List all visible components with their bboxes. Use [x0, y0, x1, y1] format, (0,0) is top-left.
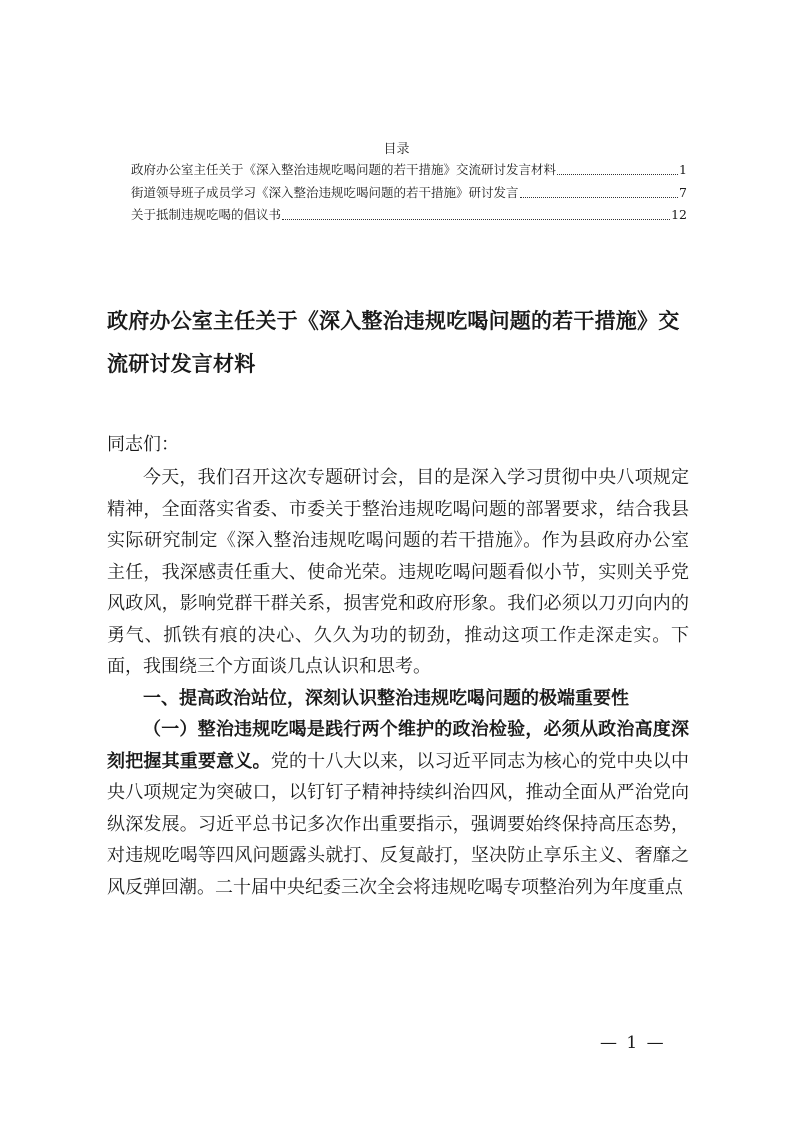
toc-entry-title: 关于抵制违规吃喝的倡议书	[131, 207, 282, 222]
toc-entry-title: 街道领导班子成员学习《深入整治违规吃喝问题的若干措施》研讨发言	[131, 185, 519, 200]
toc-title: 目录	[383, 142, 410, 157]
section-heading: 一、提高政治站位，深刻认识整治违规吃喝问题的极端重要性	[143, 687, 629, 709]
document-body	[107, 462, 689, 903]
toc-leader-dots	[557, 173, 678, 175]
toc-entry-page: 12	[671, 207, 687, 222]
point-lead: （一）整治违规吃喝是践行两个维护的政治检验，必须从政治高度深刻把握其重要意义。	[107, 719, 689, 772]
toc-entry-page: 7	[679, 185, 687, 200]
point-body: 党的十八大以来，以习近平同志为核心的党中央以中央八项规定为突破口，以钉钉子精神持续纠治四风，推动全面从严治党向纵深发展。习近平总书记多次作出重要指示，强调要始终保持高压态势，对违规吃喝等四风问题露头就打、反复敲打，坚决防止享乐主义、奢靡之风反弹回潮。二十届中央纪委三次全会将违规吃喝专项整治列为年度重点	[107, 750, 690, 898]
page-number: — 1 —	[600, 1033, 666, 1053]
toc-entry[interactable]	[131, 183, 687, 203]
toc-leader-dots	[520, 196, 679, 198]
document-title: 政府办公室主任关于《深入整治违规吃喝问题的若干措施》交流研讨发言材料	[107, 309, 680, 377]
toc-entry[interactable]	[131, 205, 687, 225]
toc-entry-title: 政府办公室主任关于《深入整治违规吃喝问题的若干措施》交流研讨发言材料	[131, 162, 557, 177]
point-paragraph	[107, 714, 689, 903]
salutation: 同志们：	[107, 434, 179, 455]
toc-entry[interactable]	[131, 160, 687, 180]
toc-leader-dots	[282, 218, 670, 220]
toc-entry-page: 1	[679, 162, 687, 177]
intro-paragraph: 今天，我们召开这次专题研讨会，目的是深入学习贯彻中央八项规定精神，全面落实省委、市委关于整治违规吃喝问题的部署要求，结合我县实际研究制定《深入整治违规吃喝问题的若干措施》。作为县政府办公室主任，我深感责任重大、使命光荣。违规吃喝问题看似小节，实则关乎党风政风，影响党群干群关系，损害党和政府形象。我们必须以刀刃向内的勇气、抓铁有痕的决心、久久为功的韧劲，推动这项工作走深走实。下面，我围绕三个方面谈几点认识和思考。	[107, 467, 689, 677]
